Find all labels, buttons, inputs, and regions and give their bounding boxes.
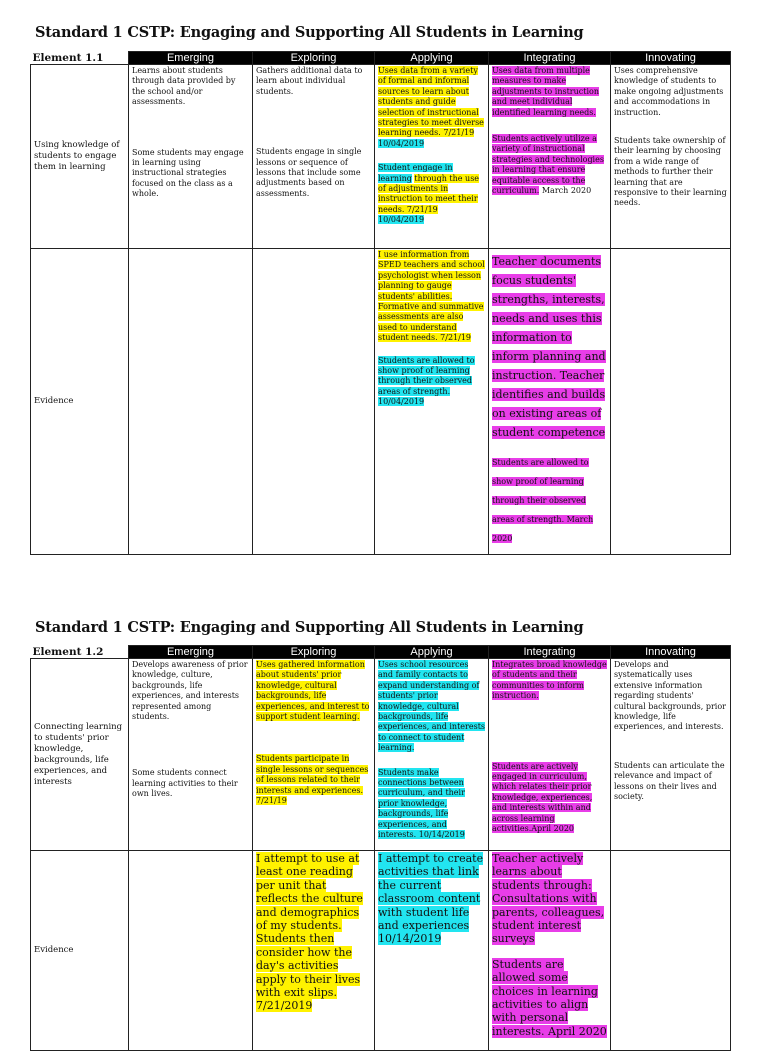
evidence-applying	[375, 851, 489, 1051]
level-emerging: Emerging	[129, 52, 253, 65]
evidence-integrating	[489, 851, 611, 1051]
evidence-label: Evidence	[31, 249, 129, 555]
evidence-integrating-text-2: Students are allowed to show proof of learning through their observed areas of strength. March 2020	[492, 458, 594, 543]
evidence-emerging	[129, 851, 253, 1051]
evidence-innovating	[611, 851, 731, 1051]
applying-cell	[375, 659, 489, 851]
descriptor-row	[31, 659, 731, 851]
level-integrating: Integrating	[489, 52, 611, 65]
evidence-exploring	[253, 249, 375, 555]
evidence-applying-text-2: Students are allowed to show proof of learning through their observed areas of strength.	[378, 355, 475, 396]
integrating-cell	[489, 65, 611, 249]
applying-student-descriptor-b: through the use of adjustments in instruction to meet their needs. 7/21/19	[378, 173, 480, 214]
descriptor-row	[31, 65, 731, 249]
applying-student-descriptor-a: Student engage in learning	[378, 163, 453, 183]
evidence-applying	[375, 249, 489, 555]
evidence-applying-text: I attempt to create activities that link the current classroom content with student life and experiences 10/14/2019	[378, 852, 484, 946]
level-applying: Applying	[375, 646, 489, 659]
integrating-student-date: March 2020	[541, 186, 592, 196]
evidence-innovating	[611, 249, 731, 555]
level-emerging: Emerging	[129, 646, 253, 659]
applying-student-date: 10/04/2019	[378, 215, 425, 225]
element-label: Element 1.2	[31, 646, 129, 659]
header-row	[31, 52, 731, 65]
exploring-cell	[253, 65, 375, 249]
emerging-descriptor: Develops awareness of prior knowledge, culture, backgrounds, life experiences, and interests represented among students.	[132, 660, 248, 722]
applying-descriptor: Uses data from a variety of formal and informal sources to learn about students and guide selection of instructional strategies to meet diverse learning needs. 7/21/19	[378, 66, 484, 138]
integrating-student-descriptor: Students are actively engaged in curriculum, which relates their prior knowledge, experiences, and interests within and across learning activities.April 2020	[492, 761, 593, 834]
applying-date: 10/04/2019	[378, 138, 425, 148]
emerging-cell	[129, 659, 253, 851]
evidence-integrating-text: Teacher documents focus students' strengths, interests, needs and uses this information to inform planning and instruction. Teacher identifies and builds on existing areas of student competence	[492, 255, 606, 439]
exploring-cell	[253, 659, 375, 851]
evidence-emerging	[129, 249, 253, 555]
evidence-row	[31, 851, 731, 1051]
integrating-student-descriptor: Students actively utilize a variety of instructional strategies and technologies in learning that ensure equitable access to the curriculum.	[492, 134, 604, 196]
applying-student-descriptor: Students make connections between curriculum, and their prior knowledge, backgrounds, life experiences, and interests. 10/14/2019	[378, 767, 465, 840]
innovating-cell	[611, 65, 731, 249]
evidence-label: Evidence	[31, 851, 129, 1051]
header-row	[31, 646, 731, 659]
innovating-cell	[611, 659, 731, 851]
emerging-student-descriptor: Some students may engage in learning using instructional strategies focused on the class as a whole.	[132, 147, 244, 199]
emerging-student-descriptor: Some students connect learning activities to their own lives.	[132, 768, 238, 799]
level-innovating: Innovating	[611, 52, 731, 65]
level-innovating: Innovating	[611, 646, 731, 659]
rubric-table-2	[30, 645, 731, 1051]
level-exploring: Exploring	[253, 52, 375, 65]
evidence-applying-date: 10/04/2019	[378, 397, 425, 407]
evidence-row	[31, 249, 731, 555]
exploring-descriptor: Uses gathered information about students' prior knowledge, cultural backgrounds, life experiences, and interest to support student learning.	[256, 660, 370, 722]
evidence-exploring-text: I attempt to use at least one reading per unit that reflects the culture and demographics of my students. Students then consider how the day's activities apply to their lives with exit slips. 7/21/2019	[256, 852, 363, 1013]
level-exploring: Exploring	[253, 646, 375, 659]
emerging-descriptor: Learns about students through data provided by the school and/or assessments.	[132, 66, 236, 107]
evidence-integrating-text: Teacher actively learns about students through: Consultations with parents, colleagues, student interest surveys	[492, 852, 605, 946]
innovating-descriptor: Uses comprehensive knowledge of students to make ongoing adjustments and accommodations in instruction.	[614, 66, 724, 117]
innovating-descriptor: Develops and systematically uses extensive information regarding students' cultural backgrounds, prior knowledge, life experiences, and interests.	[614, 660, 726, 732]
exploring-student-descriptor: Students engage in single lessons or sequence of lessons that include some adjustments based on assessments.	[256, 147, 362, 198]
integrating-descriptor: Integrates broad knowledge of students and their communities to inform instruction.	[492, 660, 607, 701]
exploring-student-descriptor: Students participate in single lessons or sequences of lessons related to their interests and experiences. 7/21/19	[256, 754, 369, 806]
emerging-cell	[129, 65, 253, 249]
applying-descriptor: Uses school resources and family contacts to expand understanding of students' prior knowledge, cultural backgrounds, life experiences, and interests to connect to student learning.	[378, 660, 486, 753]
exploring-descriptor: Gathers additional data to learn about individual students.	[256, 66, 363, 96]
integrating-cell	[489, 659, 611, 851]
evidence-exploring	[253, 851, 375, 1051]
evidence-integrating	[489, 249, 611, 555]
section-2-title: Standard 1 CSTP: Engaging and Supporting All Students in Learning	[35, 619, 584, 636]
applying-cell	[375, 65, 489, 249]
element-label: Element 1.1	[31, 52, 129, 65]
level-applying: Applying	[375, 52, 489, 65]
level-integrating: Integrating	[489, 646, 611, 659]
evidence-applying-text: I use information from SPED teachers and school psychologist when lesson planning to gauge students' abilities. Formative and summative assessments are also used to understand student needs. 7/21/19	[378, 250, 485, 343]
innovating-student-descriptor: Students take ownership of their learning by choosing from a wide range of methods to further their learning that are responsive to their learning needs.	[614, 136, 727, 208]
section-1-title: Standard 1 CSTP: Engaging and Supporting All Students in Learning	[35, 24, 584, 41]
row-label: Using knowledge of students to engage them in learning	[31, 65, 129, 249]
integrating-descriptor: Uses data from multiple measures to make adjustments to instruction and meet individual identified learning needs.	[492, 66, 599, 117]
innovating-student-descriptor: Students can articulate the relevance and impact of lessons on their lives and society.	[614, 760, 725, 802]
row-label: Connecting learning to students' prior knowledge, backgrounds, life experiences, and interests	[31, 659, 129, 851]
rubric-table-1	[30, 51, 731, 555]
evidence-integrating-text-2: Students are allowed some choices in learning activities to align with personal interests. April 2020	[492, 957, 607, 1038]
